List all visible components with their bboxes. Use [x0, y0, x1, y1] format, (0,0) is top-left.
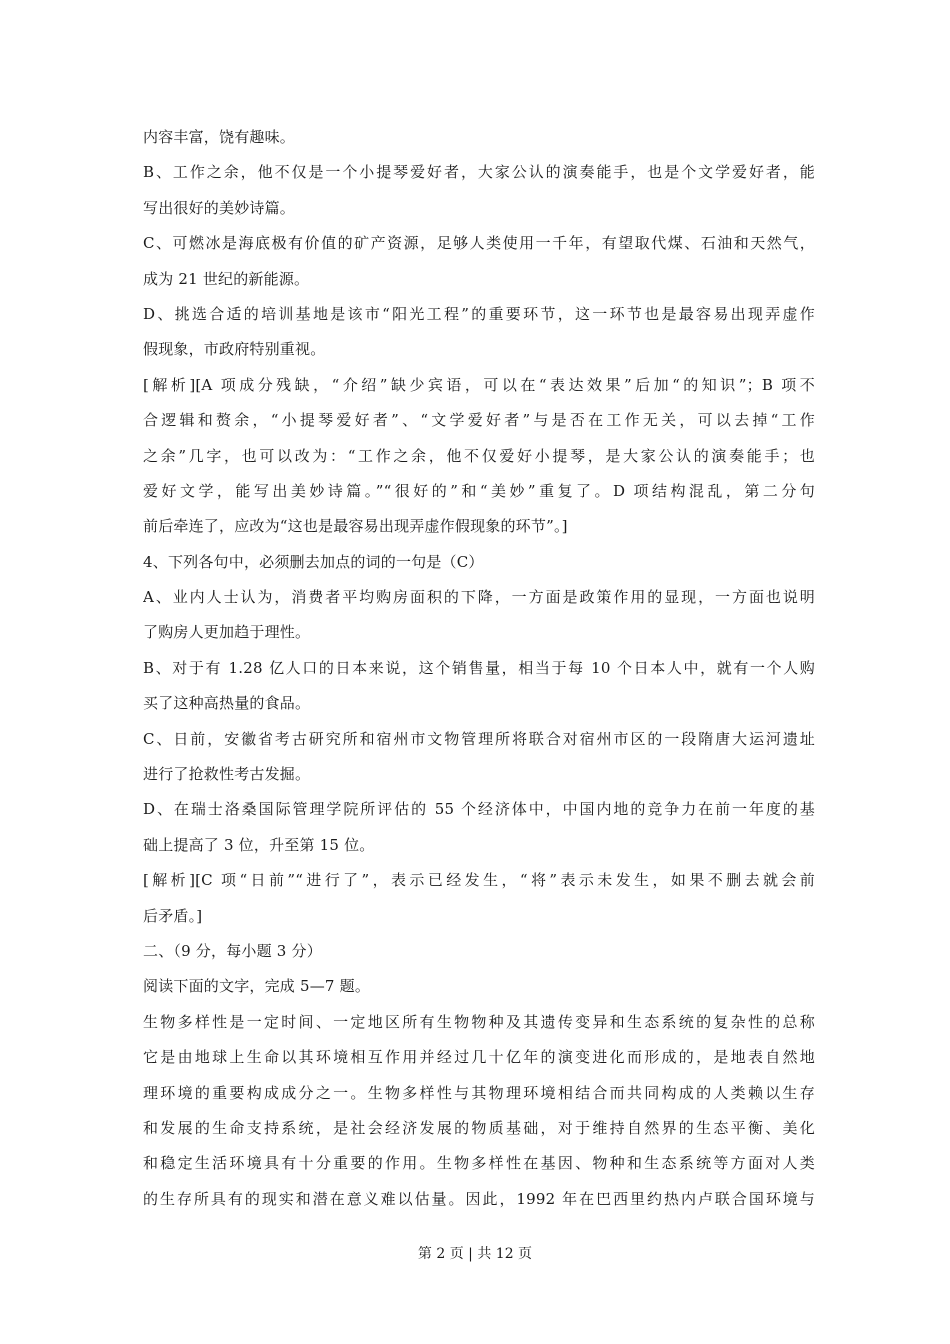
question-heading: 4、下列各句中，必须删去加点的词的一句是（C） [143, 552, 484, 571]
text-line: 爱好文学，能写出美妙诗篇。”“很好的”和“美妙”重复了。D 项结构混乱，第二分句 [143, 481, 815, 500]
text-line: 之余”几字，也可以改为：“工作之余，他不仅爱好小提琴，是大家公认的演奏能手；也 [143, 446, 815, 465]
text-line: 成为 21 世纪的新能源。 [143, 269, 310, 288]
text-line: 进行了抢救性考古发掘。 [143, 765, 311, 784]
text-line: 和发展的生命支持系统，是社会经济发展的物质基础，对于维持自然界的生态平衡、美化 [143, 1118, 815, 1137]
text-line: 它是由地球上生命以其环境相互作用并经过几十亿年的演变进化而形成的，是地表自然地 [143, 1048, 815, 1067]
text-line: 阅读下面的文字，完成 5—7 题。 [143, 977, 371, 996]
text-line: 写出很好的美妙诗篇。 [143, 198, 296, 217]
section-heading: 二、（9 分，每小题 3 分） [143, 941, 322, 960]
text-line: 理环境的重要构成成分之一。生物多样性与其物理环境相结合而共同构成的人类赖以生存 [143, 1083, 815, 1102]
text-line: 假现象，市政府特别重视。 [143, 340, 326, 359]
text-line: 和稳定生活环境具有十分重要的作用。生物多样性在基因、物种和生态系统等方面对人类 [143, 1154, 815, 1173]
text-line: A、业内人士认为，消费者平均购房面积的下降，一方面是政策作用的显现，一方面也说明 [143, 588, 815, 607]
page-footer: 第 2 页 | 共 12 页 [417, 1246, 533, 1262]
text-line: D、挑选合适的培训基地是该市“阳光工程”的重要环节，这一环节也是最容易出现弄虚作 [143, 304, 815, 323]
text-line: 前后牵连了，应改为“这也是最容易出现弄虚作假现象的环节”。] [143, 517, 568, 536]
text-line: 础上提高了 3 位，升至第 15 位。 [143, 835, 375, 854]
text-line: 的生存所具有的现实和潜在意义难以估量。因此，1992 年在巴西里约热内卢联合国环境与 [143, 1189, 815, 1208]
text-line: D、在瑞士洛桑国际管理学院所评估的 55 个经济体中，中国内地的竞争力在前一年度的基 [143, 800, 815, 819]
text-line: [解析][A 项成分残缺，“介绍”缺少宾语，可以在“表达效果”后加“的知识”；B 项不 [143, 375, 815, 394]
text-line: C、可燃冰是海底极有价值的矿产资源，足够人类使用一千年，有望取代煤、石油和天然气， [143, 234, 815, 253]
text-line: 生物多样性是一定时间、一定地区所有生物物种及其遗传变异和生态系统的复杂性的总称 [143, 1012, 815, 1031]
text-line: 买了这种高热量的食品。 [143, 694, 311, 713]
text-line: B、对于有 1.28 亿人口的日本来说，这个销售量，相当于每 10 个日本人中，就有一个人购 [143, 658, 815, 677]
text-line: 后矛盾。] [143, 906, 203, 925]
text-line: 内容丰富，饶有趣味。 [143, 128, 296, 146]
text-line: 合逻辑和赘余，“小提琴爱好者”、“文学爱好者”与是否在工作无关，可以去掉“工作 [143, 411, 815, 430]
text-line: B、工作之余，他不仅是一个小提琴爱好者，大家公认的演奏能手，也是个文学爱好者，能 [143, 163, 815, 182]
text-line: C、日前，安徽省考古研究所和宿州市文物管理所将联合对宿州市区的一段隋唐大运河遗址 [143, 729, 815, 748]
document-body [143, 120, 815, 1217]
text-line: [解析][C 项“日前”“进行了”，表示已经发生，“将”表示未发生，如果不删去就会前 [143, 871, 815, 890]
text-line: 了购房人更加趋于理性。 [143, 623, 311, 642]
